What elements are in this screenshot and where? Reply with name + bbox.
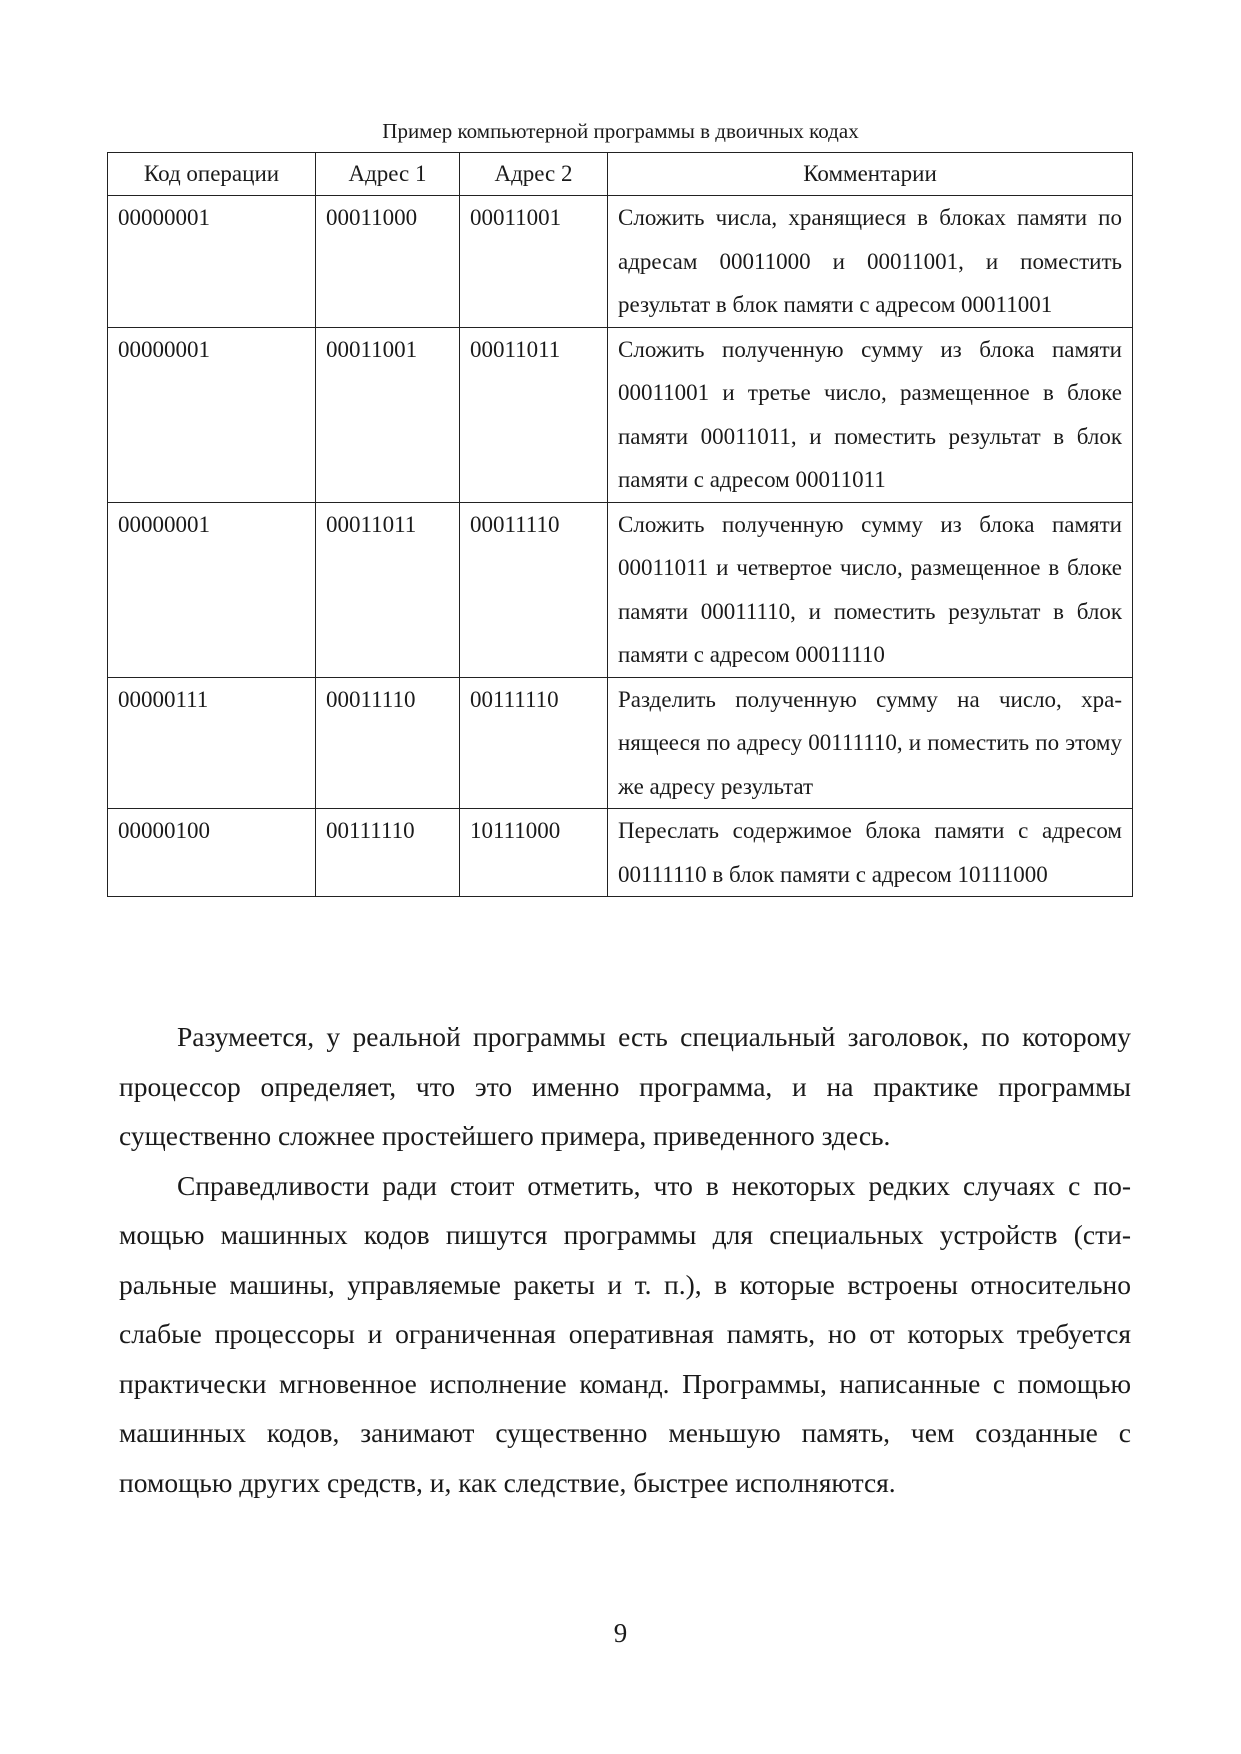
table-row <box>108 677 1133 809</box>
opcode-cell: 00000001 <box>108 502 316 677</box>
opcode-cell: 00000001 <box>108 327 316 502</box>
opcode-cell: 00000111 <box>108 677 316 809</box>
opcode-cell: 00000001 <box>108 196 316 328</box>
table-row <box>108 196 1133 328</box>
table-row <box>108 327 1133 502</box>
page-number: 9 <box>613 1618 628 1648</box>
comment-cell: Сложить полученную сумму из блока памяти 00011011 и четвертое число, размещенное в блоке памяти 00011110, и поместить результат в блок памяти с адресом 00011110 <box>608 502 1133 677</box>
address-1-cell: 00011000 <box>316 196 460 328</box>
opcode-cell: 00000100 <box>108 809 316 897</box>
address-1-cell: 00011001 <box>316 327 460 502</box>
table-header-row <box>108 153 1133 196</box>
address-1-cell: 00011011 <box>316 502 460 677</box>
address-2-cell: 00011001 <box>460 196 608 328</box>
comment-cell: Сложить числа, хранящиеся в блоках памяти по адресам 00011000 и 00011001, и поместить результат в блок памяти с адресом 00011001 <box>608 196 1133 328</box>
comment-cell: Переслать содержимое блока памяти с адресом 00111110 в блок памяти с адресом 10111000 <box>608 809 1133 897</box>
paragraph-2: Справедливости ради стоит отметить, что в некоторых редких случаях с помощью машинных кодов пишутся программы для специальных устройств (стиральные машины, управляемые ракеты и т. п.), в которые встроены относительно слабые процессоры и ограниченная оперативная память, но от которых требуется практически мгновенное исполнение команд. Программы, написанные с помощью машинных кодов, занимают существенно меньшую память, чем созданные с помощью других средств, и, как следствие, быстрее исполняются. <box>119 1169 1131 1498</box>
comment-cell: Сложить полученную сумму из блока памяти 00011001 и третье число, размещенное в блоке памяти 00011011, и поместить результат в блок памяти с адресом 00011011 <box>608 327 1133 502</box>
comment-cell: Разделить полученную сумму на число, хранящееся по адресу 00111110, и поместить по этому же адресу результат <box>608 677 1133 809</box>
address-2-cell: 00111110 <box>460 677 608 809</box>
address-1-cell: 00111110 <box>316 809 460 897</box>
table-row <box>108 502 1133 677</box>
table-row <box>108 809 1133 897</box>
header-address-2: Адрес 2 <box>460 153 608 196</box>
address-2-cell: 10111000 <box>460 809 608 897</box>
address-2-cell: 00011011 <box>460 327 608 502</box>
address-1-cell: 00011110 <box>316 677 460 809</box>
paragraph-1: Разумеется, у реальной программы есть специальный заголовок, по которому процессор определяет, что это именно программа, и на практике программы существенно сложнее простейшего примера, приведенного здесь. <box>119 1021 1131 1151</box>
header-address-1: Адрес 1 <box>316 153 460 196</box>
body-text <box>119 1012 1131 1507</box>
header-comments: Комментарии <box>608 153 1133 196</box>
header-opcode: Код операции <box>108 153 316 196</box>
address-2-cell: 00011110 <box>460 502 608 677</box>
table-caption: Пример компьютерной программы в двоичных кодах <box>382 119 859 143</box>
binary-program-table <box>107 152 1133 897</box>
